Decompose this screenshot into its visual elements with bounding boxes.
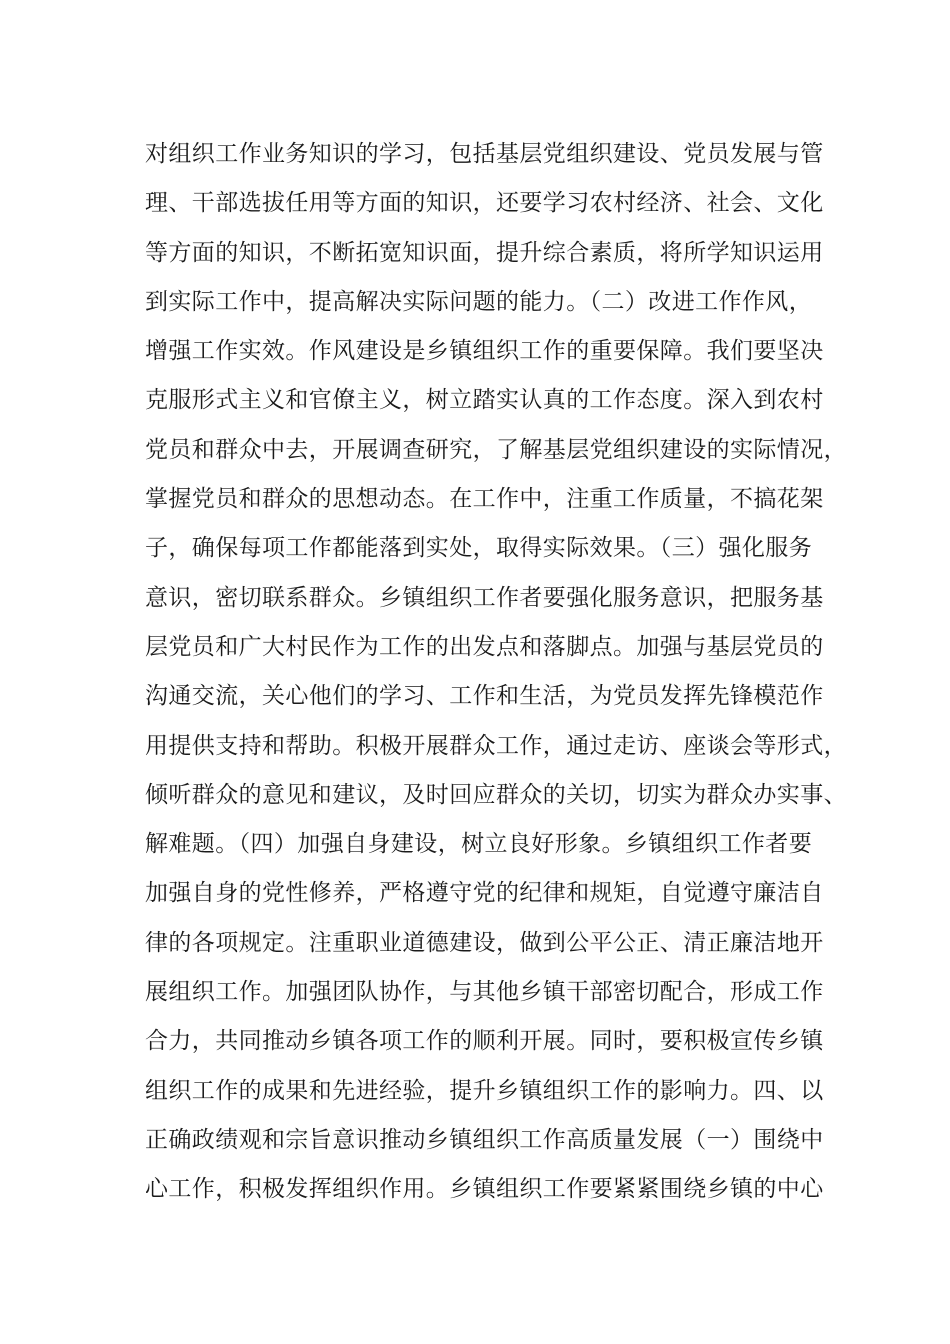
body-text bbox=[145, 130, 847, 1215]
text-line: 等方面的知识，不断拓宽知识面，提升综合素质，将所学知识运用 bbox=[145, 239, 824, 266]
text-line: 克服形式主义和官僚主义，树立踏实认真的工作态度。深入到农村 bbox=[145, 387, 824, 414]
text-line: 正确政绩观和宗旨意识推动乡镇组织工作高质量发展（一）围绕中 bbox=[145, 1126, 824, 1153]
text-line: 层党员和广大村民作为工作的出发点和落脚点。加强与基层党员的 bbox=[145, 633, 824, 660]
text-line: 倾听群众的意见和建议，及时回应群众的关切，切实为群众办实事、 bbox=[145, 781, 847, 808]
text-line: 用提供支持和帮助。积极开展群众工作，通过走访、座谈会等形式， bbox=[145, 732, 847, 759]
text-line: 意识，密切联系群众。乡镇组织工作者要强化服务意识，把服务基 bbox=[145, 584, 824, 611]
text-line: 增强工作实效。作风建设是乡镇组织工作的重要保障。我们要坚决 bbox=[145, 338, 824, 365]
text-line: 到实际工作中，提高解决实际问题的能力。（二）改进工作作风， bbox=[145, 288, 813, 315]
text-line: 掌握党员和群众的思想动态。在工作中，注重工作质量，不搞花架 bbox=[145, 486, 824, 513]
text-line: 展组织工作。加强团队协作，与其他乡镇干部密切配合，形成工作 bbox=[145, 979, 824, 1006]
text-line: 合力，共同推动乡镇各项工作的顺利开展。同时，要积极宣传乡镇 bbox=[145, 1028, 824, 1055]
text-line: 对组织工作业务知识的学习，包括基层党组织建设、党员发展与管 bbox=[145, 141, 824, 167]
text-line: 律的各项规定。注重职业道德建设，做到公平公正、清正廉洁地开 bbox=[145, 929, 824, 956]
text-line: 解难题。（四）加强自身建设，树立良好形象。乡镇组织工作者要 bbox=[145, 831, 813, 858]
text-line: 组织工作的成果和先进经验，提升乡镇组织工作的影响力。四、以 bbox=[145, 1077, 824, 1104]
text-line: 心工作，积极发挥组织作用。乡镇组织工作要紧紧围绕乡镇的中心 bbox=[145, 1176, 824, 1203]
text-line: 沟通交流，关心他们的学习、工作和生活，为党员发挥先锋模范作 bbox=[145, 683, 824, 710]
text-line: 党员和群众中去，开展调查研究，了解基层党组织建设的实际情况， bbox=[145, 436, 847, 463]
text-line: 子，确保每项工作都能落到实处，取得实际效果。（三）强化服务 bbox=[145, 535, 813, 562]
text-line: 加强自身的党性修养，严格遵守党的纪律和规矩，自觉遵守廉洁自 bbox=[145, 880, 824, 907]
text-line: 理、干部选拔任用等方面的知识，还要学习农村经济、社会、文化 bbox=[145, 190, 824, 217]
